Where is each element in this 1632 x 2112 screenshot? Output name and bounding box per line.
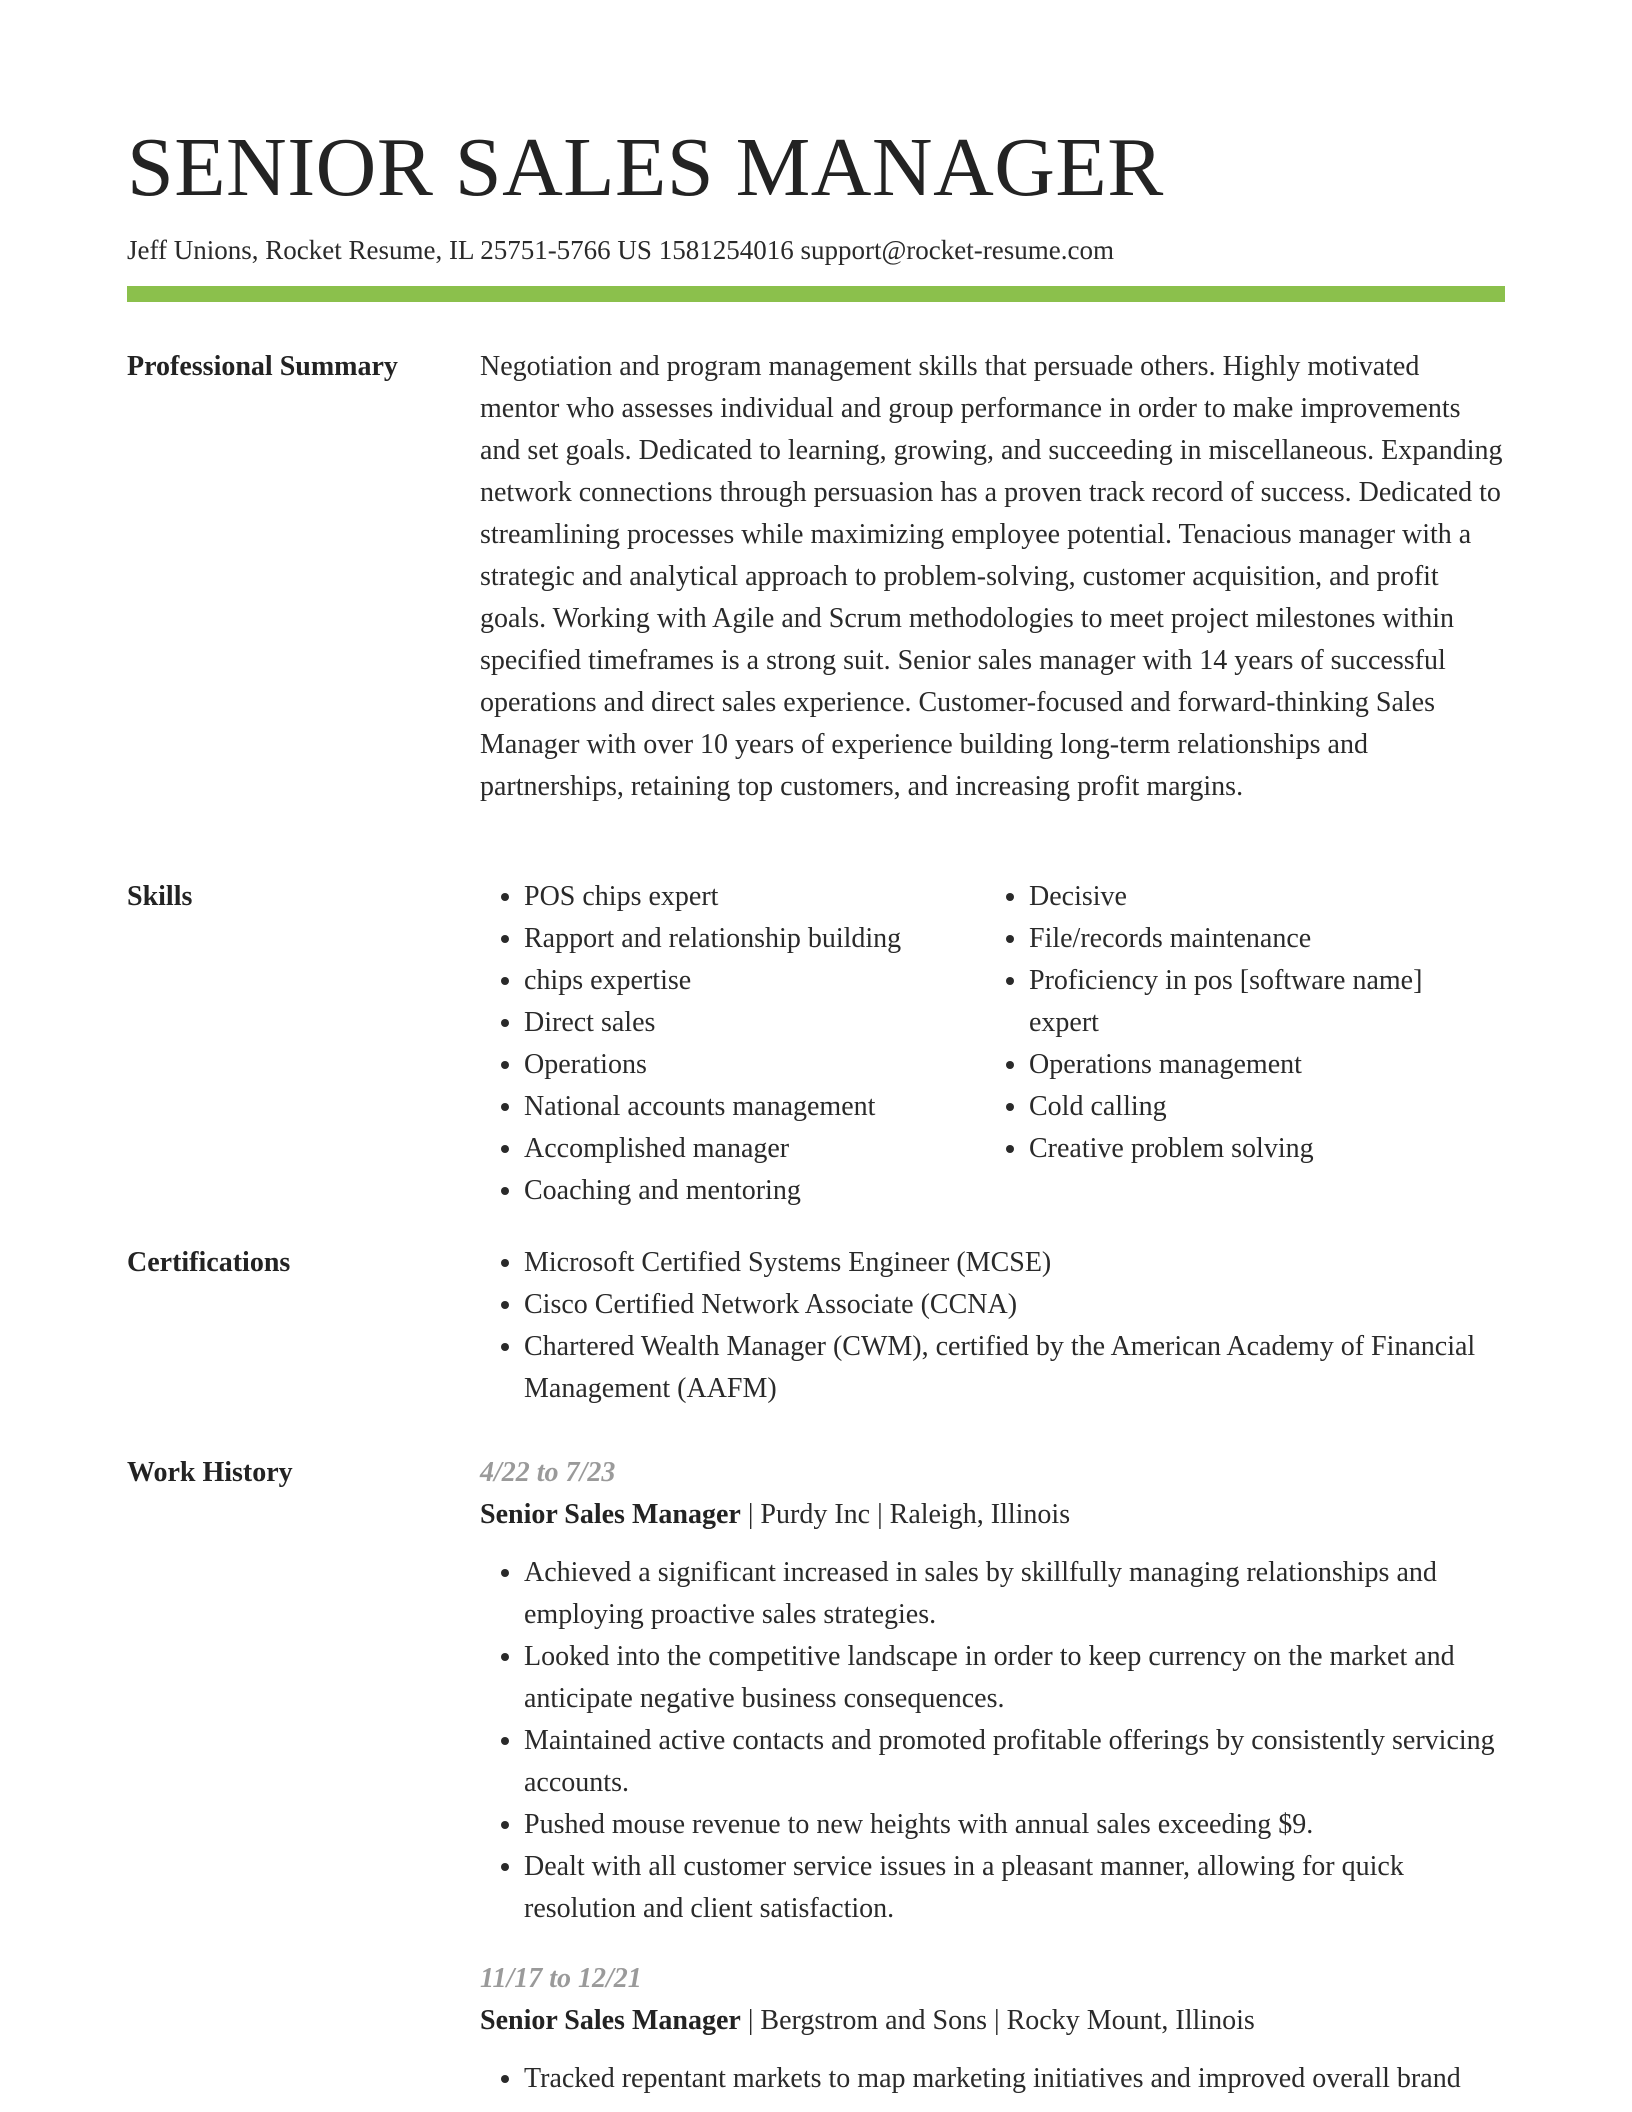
certification-item: • Chartered Wealth Manager (CWM), certified by the American Academy of Financial Management (AAFM) — [524, 1326, 1505, 1410]
skill-item: • chips expertise — [524, 960, 985, 1002]
skill-item: • Operations — [524, 1044, 985, 1086]
job-bullet: • Pushed mouse revenue to new heights with annual sales exceeding $9. — [524, 1804, 1505, 1846]
job-title: Senior Sales Manager — [480, 2005, 741, 2036]
job-bullet: • Tracked repentant markets to map marketing initiatives and improved overall brand — [524, 2058, 1505, 2100]
header-accent-rule — [127, 286, 1505, 302]
skill-item: • Creative problem solving — [1029, 1128, 1490, 1170]
certification-item: • Microsoft Certified Systems Engineer (MCSE) — [524, 1242, 1505, 1284]
work-history-heading: Work History — [127, 1457, 293, 1488]
summary-heading: Professional Summary — [127, 351, 398, 382]
job-spacer — [480, 1930, 1505, 1958]
job-bullet-list — [480, 1552, 1505, 1930]
job-title-line — [480, 1494, 1505, 1536]
job-bullet: • Maintained active contacts and promoted profitable offerings by consistently servicing accounts. — [524, 1720, 1505, 1804]
skills-list-right — [985, 876, 1490, 1170]
skill-item: • POS chips expert — [524, 876, 985, 918]
work-history-body — [480, 1452, 1505, 2100]
job-title: Senior Sales Manager — [480, 1499, 741, 1530]
job-bullet: • Looked into the competitive landscape in order to keep currency on the market and anticipate negative business consequences. — [524, 1636, 1505, 1720]
job-entry — [480, 1452, 1505, 1930]
skill-item: • Rapport and relationship building — [524, 918, 985, 960]
skills-columns — [480, 876, 1505, 1212]
summary-body — [480, 346, 1505, 808]
skill-item: • Cold calling — [1029, 1086, 1490, 1128]
skill-item: • Decisive — [1029, 876, 1490, 918]
skills-heading: Skills — [127, 881, 193, 912]
skill-item: • Proficiency in pos [software name] expert — [1029, 960, 1490, 1044]
skill-item: • Direct sales — [524, 1002, 985, 1044]
job-dates: 4/22 to 7/23 — [480, 1457, 616, 1488]
skill-item: • File/records maintenance — [1029, 918, 1490, 960]
resume-name-title: SENIOR SALES MANAGER — [127, 121, 1164, 214]
job-company-location: | Purdy Inc | Raleigh, Illinois — [740, 1499, 1071, 1530]
certifications-heading: Certifications — [127, 1247, 291, 1278]
job-bullet-list — [480, 2058, 1505, 2100]
skill-item: • Accomplished manager — [524, 1128, 985, 1170]
contact-line: Jeff Unions, Rocket Resume, IL 25751-5766 US 1581254016 support@rocket-resume.com — [127, 235, 1114, 265]
job-entry — [480, 1958, 1505, 2100]
skill-item: • National accounts management — [524, 1086, 985, 1128]
skills-list-left — [480, 876, 985, 1212]
certification-item: • Cisco Certified Network Associate (CCNA) — [524, 1284, 1505, 1326]
certifications-list — [480, 1242, 1505, 1410]
job-bullet: • Achieved a significant increased in sales by skillfully managing relationships and employing proactive sales strategies. — [524, 1552, 1505, 1636]
skill-item: • Operations management — [1029, 1044, 1490, 1086]
job-dates: 11/17 to 12/21 — [480, 1963, 642, 1994]
skill-item: • Coaching and mentoring — [524, 1170, 985, 1212]
skills-body — [480, 876, 1505, 1212]
job-title-line — [480, 2000, 1505, 2042]
job-bullet: • Dealt with all customer service issues in a pleasant manner, allowing for quick resolution and client satisfaction. — [524, 1846, 1505, 1930]
job-company-location: | Bergstrom and Sons | Rocky Mount, Illinois — [740, 2005, 1255, 2036]
skills-column-right — [985, 876, 1490, 1212]
certifications-body — [480, 1242, 1505, 1410]
summary-text: Negotiation and program management skills that persuade others. Highly motivated mentor who assesses individual and group performance in order to make improvements and set goals. Dedicated to learning, growing, and succeeding in miscellaneous. Expanding network connections through persuasion has a proven track record of success. Dedicated to streamlining processes while maximizing employee potential. Tenacious manager with a strategic and analytical approach to problem-solving, customer acquisition, and profit goals. Working with Agile and Scrum methodologies to meet project milestones within specified timeframes is a strong suit. Senior sales manager with 14 years of successful operations and direct sales experience. Customer-focused and forward-thinking Sales Manager with over 10 years of experience building long-term relationships and partnerships, retaining top customers, and increasing profit margins. — [480, 351, 1503, 802]
skills-column-left — [480, 876, 985, 1212]
